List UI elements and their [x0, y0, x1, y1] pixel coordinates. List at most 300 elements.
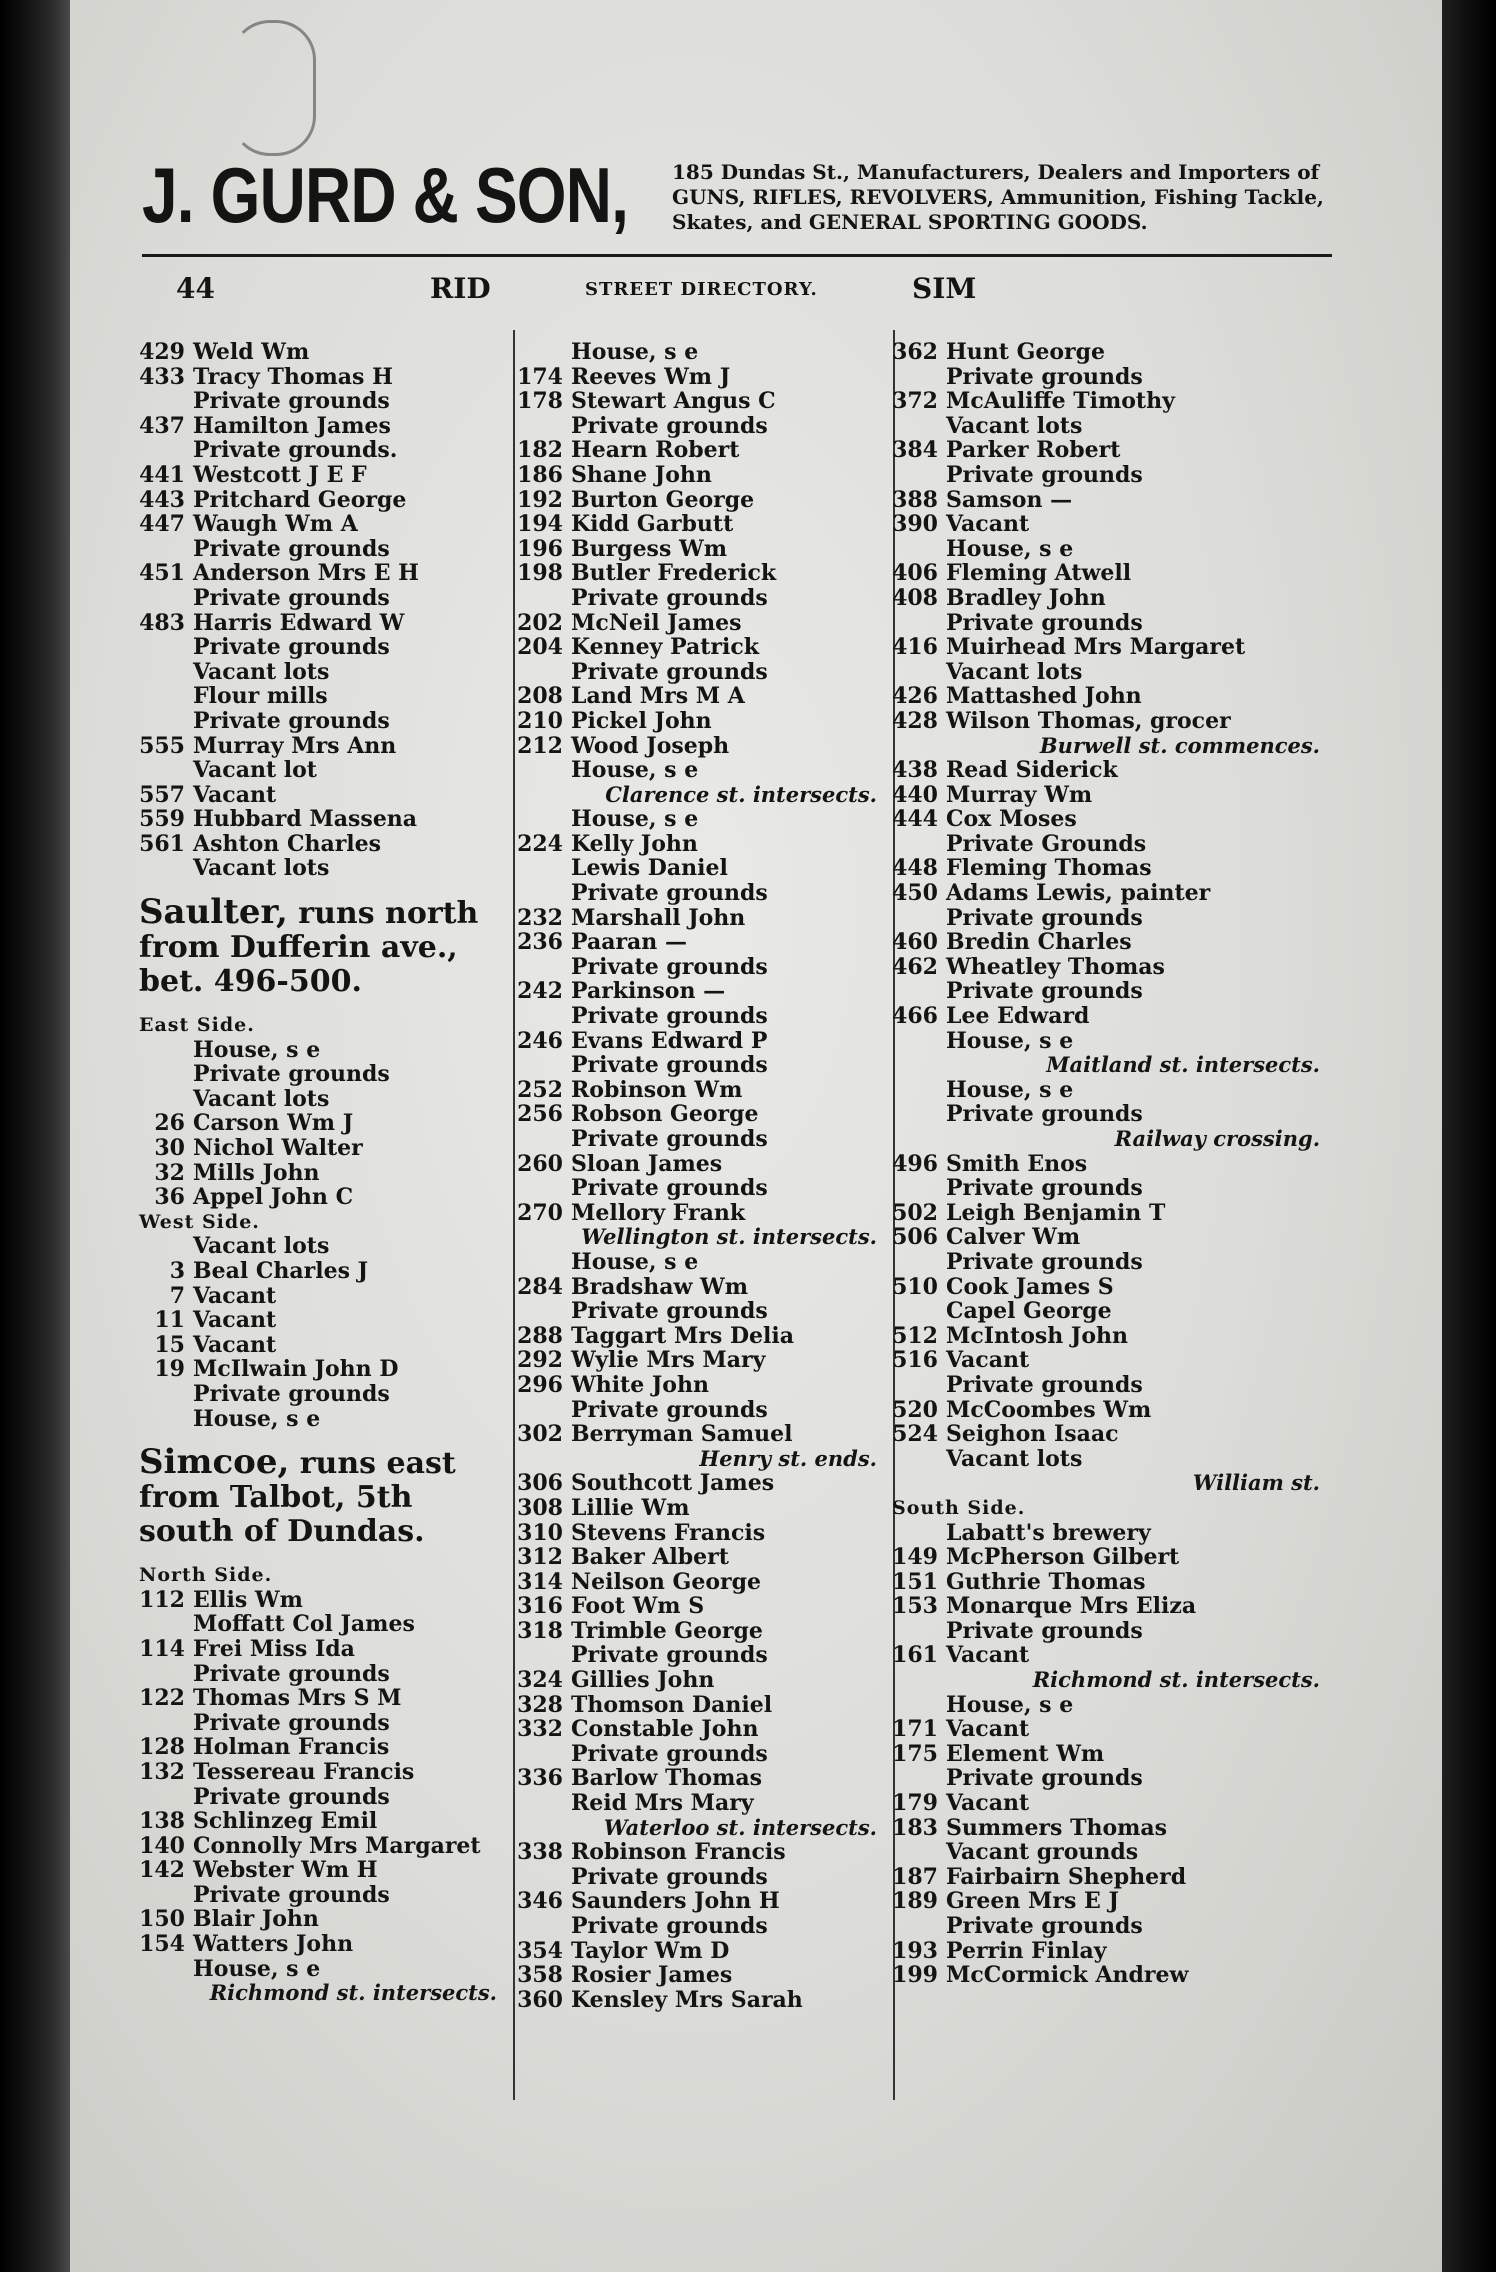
directory-entry [135, 561, 505, 586]
resident-name: Vacant [946, 1716, 1030, 1743]
resident-name: Constable John [571, 1716, 759, 1743]
directory-entry [888, 856, 1328, 881]
house-number: 151 [892, 1568, 938, 1595]
directory-entry [888, 438, 1328, 463]
directory-entry [888, 414, 1328, 439]
side-label: East Side. [139, 1014, 255, 1037]
directory-entry [513, 832, 885, 857]
resident-name: Parker Robert [946, 437, 1121, 464]
resident-name: Private grounds [193, 584, 390, 611]
resident-name: Private grounds [946, 1248, 1143, 1275]
directory-entry [135, 1136, 505, 1161]
resident-name: Fleming Thomas [946, 855, 1152, 882]
film-edge-left [0, 0, 70, 2272]
house-number: 441 [139, 461, 185, 488]
house-number: 460 [892, 929, 938, 956]
resident-name: Lee Edward [946, 1003, 1090, 1030]
directory-entry [888, 1299, 1328, 1324]
resident-name: Baker Albert [571, 1544, 729, 1571]
resident-name: Perrin Finlay [946, 1937, 1107, 1964]
resident-name: Shane John [571, 461, 712, 488]
resident-name: Pritchard George [193, 486, 407, 513]
house-number: 179 [892, 1790, 938, 1817]
resident-name: McNeil James [571, 609, 742, 636]
resident-name: Nichol Walter [193, 1135, 363, 1162]
resident-name: Private grounds [946, 363, 1143, 390]
resident-name: Berryman Samuel [571, 1421, 793, 1448]
house-number: 561 [139, 830, 185, 857]
resident-name: House, s e [193, 1955, 321, 1982]
house-number: 292 [517, 1347, 563, 1374]
house-number: 114 [139, 1635, 185, 1662]
directory-entry [135, 1612, 505, 1637]
resident-name: Vacant [946, 1347, 1030, 1374]
resident-name: Bradshaw Wm [571, 1273, 749, 1300]
directory-entry [513, 1693, 885, 1718]
resident-name: Private grounds [193, 707, 390, 734]
house-number: 208 [517, 683, 563, 710]
directory-entry [888, 930, 1328, 955]
house-number: 138 [139, 1808, 185, 1835]
resident-name: Vacant [946, 511, 1030, 538]
directory-entry [888, 365, 1328, 390]
directory-entry [513, 734, 885, 759]
brand-tagline: 185 Dundas St., Manufacturers, Dealers and Importers of GUNS, RIFLES, REVOLVERS, Ammunition, Fishing Tackle, Skates, and GENERAL SPORTING GOODS. [672, 160, 1324, 234]
directory-entry [135, 438, 505, 463]
resident-name: Thomas Mrs S M [193, 1685, 402, 1712]
directory-entry [513, 463, 885, 488]
resident-name: Private grounds [946, 1765, 1143, 1792]
directory-entry [888, 1914, 1328, 1939]
resident-name: Stevens Francis [571, 1519, 766, 1546]
resident-name: Vacant grounds [946, 1839, 1139, 1866]
resident-name: Ashton Charles [193, 830, 382, 857]
directory-entry [135, 1858, 505, 1883]
directory-entry [513, 1324, 885, 1349]
directory-entry [135, 1662, 505, 1687]
resident-name: Beal Charles J [193, 1258, 369, 1284]
listing-block [888, 340, 1328, 1988]
resident-name: Private grounds. [193, 437, 398, 464]
resident-name: Green Mrs E J [946, 1888, 1119, 1915]
column-2 [513, 340, 885, 2012]
directory-entry [513, 1963, 885, 1988]
resident-name: Waugh Wm A [193, 511, 358, 538]
directory-entry [513, 1791, 885, 1816]
house-number: 232 [517, 904, 563, 931]
house-number: 236 [517, 929, 563, 956]
directory-entry [135, 611, 505, 636]
column-1 [135, 340, 505, 2006]
house-number: 318 [517, 1617, 563, 1644]
resident-name: Cox Moses [946, 806, 1077, 833]
directory-entry [513, 561, 885, 586]
directory-entry [513, 1545, 885, 1570]
directory-entry [888, 512, 1328, 537]
directory-entry [513, 1152, 885, 1177]
resident-name: Ellis Wm [193, 1586, 303, 1613]
resident-name: Private grounds [571, 1175, 768, 1202]
resident-name: Muirhead Mrs Margaret [946, 634, 1246, 661]
directory-entry [135, 1111, 505, 1136]
directory-entry [513, 1742, 885, 1767]
resident-name: Moffatt Col James [193, 1611, 415, 1638]
house-number: 502 [892, 1199, 938, 1226]
resident-name: Calver Wm [946, 1224, 1081, 1251]
house-number: 284 [517, 1273, 563, 1300]
house-number: 260 [517, 1150, 563, 1177]
resident-name: Tracy Thomas H [193, 363, 393, 390]
directory-entry [513, 1299, 885, 1324]
resident-name: Private grounds [571, 953, 768, 980]
cross-street-note: Richmond st. intersects. [209, 1980, 497, 2006]
directory-entry [888, 709, 1328, 734]
directory-entry [513, 1078, 885, 1103]
resident-name: Hamilton James [193, 412, 391, 439]
resident-name: Evans Edward P [571, 1027, 768, 1054]
resident-name: Private grounds [946, 461, 1143, 488]
cross-street-note: Waterloo st. intersects. [603, 1814, 877, 1840]
directory-entry [888, 1594, 1328, 1619]
house-number: 512 [892, 1322, 938, 1349]
directory-entry [888, 1889, 1328, 1914]
resident-name: Private grounds [571, 1863, 768, 1890]
house-number: 196 [517, 535, 563, 562]
house-number: 142 [139, 1857, 185, 1884]
resident-name: Murray Wm [946, 781, 1093, 808]
resident-name: Rosier James [571, 1962, 733, 1989]
resident-name: Westcott J E F [193, 461, 367, 488]
resident-name: Hubbard Massena [193, 806, 418, 833]
directory-entry [135, 488, 505, 513]
directory-entry [888, 1939, 1328, 1964]
directory-entry [888, 955, 1328, 980]
side-label: West Side. [139, 1210, 260, 1233]
directory-entry [888, 1865, 1328, 1890]
house-number: 182 [517, 437, 563, 464]
directory-entry [513, 684, 885, 709]
house-number: 252 [517, 1076, 563, 1103]
resident-name: House, s e [946, 535, 1074, 562]
resident-name: Cook James S [946, 1273, 1114, 1300]
directory-entry [888, 1742, 1328, 1767]
directory-entry [888, 1963, 1328, 1988]
resident-name: Kensley Mrs Sarah [571, 1986, 803, 2013]
resident-name: Mills John [193, 1159, 320, 1186]
directory-entry [888, 1447, 1328, 1472]
resident-name: Paaran — [571, 929, 687, 956]
resident-name: Fleming Atwell [946, 560, 1132, 587]
house-number: 362 [892, 339, 938, 365]
directory-entry [888, 1275, 1328, 1300]
house-number: 324 [517, 1667, 563, 1694]
resident-name: Sloan James [571, 1150, 723, 1177]
house-number: 557 [139, 781, 185, 808]
directory-entry [135, 1062, 505, 1087]
resident-name: Private grounds [946, 1617, 1143, 1644]
house-number: 242 [517, 978, 563, 1005]
directory-entry [135, 463, 505, 488]
resident-name: Private grounds [193, 1881, 390, 1908]
directory-entry [513, 512, 885, 537]
resident-name: Vacant [193, 1331, 277, 1358]
directory-entry [888, 1152, 1328, 1177]
house-number: 310 [517, 1519, 563, 1546]
cross-street-note: Railway crossing. [1114, 1126, 1320, 1151]
directory-entry [888, 561, 1328, 586]
resident-name: Vacant lot [193, 757, 317, 784]
listing-block [135, 1234, 505, 1431]
directory-entry [513, 1348, 885, 1373]
directory-entry [513, 365, 885, 390]
resident-name: McIlwain John D [193, 1356, 399, 1383]
directory-entry [135, 1834, 505, 1859]
directory-entry [135, 537, 505, 562]
directory-entry [513, 1988, 885, 2013]
directory-entry [513, 389, 885, 414]
directory-entry [135, 586, 505, 611]
resident-name: Private grounds [946, 1175, 1143, 1202]
directory-entry [135, 414, 505, 439]
house-number: 306 [517, 1470, 563, 1497]
directory-entry [135, 709, 505, 734]
resident-name: Vacant [193, 1307, 277, 1334]
resident-name: Bredin Charles [946, 929, 1132, 956]
resident-name: Private grounds [946, 609, 1143, 636]
directory-entry [135, 1957, 505, 1982]
house-number: 186 [517, 461, 563, 488]
directory-entry [135, 1760, 505, 1785]
resident-name: Reeves Wm J [571, 363, 731, 390]
resident-name: Weld Wm [193, 339, 310, 365]
directory-entry [135, 856, 505, 881]
house-number: 328 [517, 1691, 563, 1718]
resident-name: Vacant lots [193, 658, 330, 685]
directory-entry [888, 488, 1328, 513]
directory-entry [513, 979, 885, 1004]
directory-entry [513, 1053, 885, 1078]
resident-name: Harris Edward W [193, 609, 405, 636]
directory-entry [888, 389, 1328, 414]
directory-entry [135, 1234, 505, 1259]
house-number: 19 [154, 1356, 185, 1383]
directory-entry [135, 1357, 505, 1382]
directory-entry [513, 1643, 885, 1668]
directory-entry [513, 1766, 885, 1791]
directory-entry [513, 1275, 885, 1300]
resident-name: Schlinzeg Emil [193, 1808, 378, 1835]
directory-entry [888, 758, 1328, 783]
resident-name: Fairbairn Shepherd [946, 1863, 1187, 1890]
resident-name: Parkinson — [571, 978, 726, 1005]
resident-name: Thomson Daniel [571, 1691, 773, 1718]
resident-name: Vacant [193, 1282, 277, 1309]
directory-entry [888, 1176, 1328, 1201]
house-number: 198 [517, 560, 563, 587]
side-label: North Side. [139, 1564, 273, 1587]
house-number: 312 [517, 1544, 563, 1571]
house-number: 189 [892, 1888, 938, 1915]
house-number: 483 [139, 609, 185, 636]
resident-name: McAuliffe Timothy [946, 388, 1175, 415]
resident-name: Tessereau Francis [193, 1758, 415, 1785]
house-number: 149 [892, 1544, 938, 1571]
house-number: 150 [139, 1906, 185, 1933]
house-number: 210 [517, 707, 563, 734]
resident-name: Flour mills [193, 683, 328, 710]
directory-entry [135, 1883, 505, 1908]
directory-entry [888, 1693, 1328, 1718]
directory-entry [135, 635, 505, 660]
running-head-right: SIM [912, 272, 977, 305]
resident-name: Private grounds [571, 584, 768, 611]
directory-entry [888, 1840, 1328, 1865]
resident-name: Foot Wm S [571, 1593, 705, 1620]
resident-name: Private grounds [571, 1396, 768, 1423]
resident-name: Mellory Frank [571, 1199, 746, 1226]
house-number: 174 [517, 363, 563, 390]
house-number: 132 [139, 1758, 185, 1785]
directory-entry [513, 537, 885, 562]
resident-name: Private grounds [193, 1660, 390, 1687]
running-head-left: RID [430, 272, 491, 305]
house-number: 437 [139, 412, 185, 439]
house-number: 270 [517, 1199, 563, 1226]
directory-entry [135, 1588, 505, 1613]
resident-name: House, s e [946, 1027, 1074, 1054]
house-number: 336 [517, 1765, 563, 1792]
resident-name: House, s e [193, 1405, 321, 1432]
directory-entry [513, 611, 885, 636]
directory-entry [888, 881, 1328, 906]
house-number: 524 [892, 1421, 938, 1448]
resident-name: Holman Francis [193, 1734, 390, 1761]
directory-entry [888, 832, 1328, 857]
house-number: 354 [517, 1937, 563, 1964]
house-number: 302 [517, 1421, 563, 1448]
house-number: 408 [892, 584, 938, 611]
directory-entry [513, 586, 885, 611]
directory-entry [135, 783, 505, 808]
directory-entry [513, 1102, 885, 1127]
resident-name: Smith Enos [946, 1150, 1088, 1177]
resident-name: Private grounds [193, 535, 390, 562]
directory-entry [513, 660, 885, 685]
cross-street-note: Burwell st. commences. [1039, 732, 1320, 758]
house-number: 30 [154, 1135, 185, 1162]
directory-entry [888, 340, 1328, 365]
house-number: 11 [154, 1307, 185, 1334]
house-number: 358 [517, 1962, 563, 1989]
house-number: 194 [517, 511, 563, 538]
house-number: 516 [892, 1347, 938, 1374]
resident-name: Private grounds [946, 1913, 1143, 1939]
resident-name: Bradley John [946, 584, 1106, 611]
listing-block [135, 1038, 505, 1210]
resident-name: Appel John C [193, 1184, 354, 1211]
resident-name: Wylie Mrs Mary [571, 1347, 766, 1374]
house-number: 332 [517, 1716, 563, 1743]
directory-entry [135, 365, 505, 390]
house-number: 308 [517, 1494, 563, 1521]
directory-entry [888, 463, 1328, 488]
house-number: 314 [517, 1568, 563, 1595]
resident-name: Burgess Wm [571, 535, 727, 562]
house-number: 26 [154, 1110, 185, 1137]
resident-name: Pickel John [571, 707, 712, 734]
resident-name: Private grounds [946, 978, 1143, 1005]
directory-entry [513, 438, 885, 463]
resident-name: Private grounds [193, 1061, 390, 1088]
resident-name: Trimble George [571, 1617, 763, 1644]
resident-name: Private grounds [571, 1913, 768, 1939]
house-number: 178 [517, 388, 563, 415]
resident-name: Taggart Mrs Delia [571, 1322, 794, 1349]
resident-name: Kenney Patrick [571, 634, 760, 661]
house-number: 510 [892, 1273, 938, 1300]
directory-entry [888, 1521, 1328, 1546]
directory-entry [888, 1201, 1328, 1226]
resident-name: Murray Mrs Ann [193, 732, 397, 759]
house-number: 154 [139, 1931, 185, 1958]
house-number: 288 [517, 1322, 563, 1349]
house-number: 128 [139, 1734, 185, 1761]
house-number: 443 [139, 486, 185, 513]
directory-entry [513, 1840, 885, 1865]
directory-entry [513, 1668, 885, 1693]
directory-entry [135, 1637, 505, 1662]
directory-entry [135, 1333, 505, 1358]
house-number: 212 [517, 732, 563, 759]
directory-entry [513, 414, 885, 439]
house-number: 426 [892, 683, 938, 710]
resident-name: McPherson Gilbert [946, 1544, 1180, 1571]
directory-entry [135, 1382, 505, 1407]
directory-entry [888, 1398, 1328, 1423]
directory-entry [513, 1471, 885, 1496]
directory-entry [888, 979, 1328, 1004]
directory-entry [513, 635, 885, 660]
running-head-title: STREET DIRECTORY. [585, 279, 818, 300]
directory-entry [888, 1348, 1328, 1373]
resident-name: Seighon Isaac [946, 1421, 1119, 1448]
house-number: 36 [154, 1184, 185, 1211]
directory-entry [135, 660, 505, 685]
resident-name: Summers Thomas [946, 1814, 1168, 1841]
directory-entry [513, 1176, 885, 1201]
directory-entry [513, 1373, 885, 1398]
directory-entry [888, 684, 1328, 709]
resident-name: Marshall John [571, 904, 746, 931]
house-number: 15 [154, 1331, 185, 1358]
resident-name: Barlow Thomas [571, 1765, 763, 1792]
house-number: 122 [139, 1685, 185, 1712]
film-edge-right [1442, 0, 1496, 2272]
resident-name: Vacant lots [193, 855, 330, 882]
resident-name: Private Grounds [946, 830, 1147, 857]
house-number: 338 [517, 1839, 563, 1866]
house-number: 171 [892, 1716, 938, 1743]
resident-name: Private grounds [571, 880, 768, 907]
directory-entry [513, 1127, 885, 1152]
directory-entry [135, 1907, 505, 1932]
resident-name: Leigh Benjamin T [946, 1199, 1166, 1226]
resident-name: Robinson Francis [571, 1839, 786, 1866]
directory-entry [513, 906, 885, 931]
house-number: 438 [892, 757, 938, 784]
house-number: 3 [169, 1258, 185, 1284]
house-number: 506 [892, 1224, 938, 1251]
